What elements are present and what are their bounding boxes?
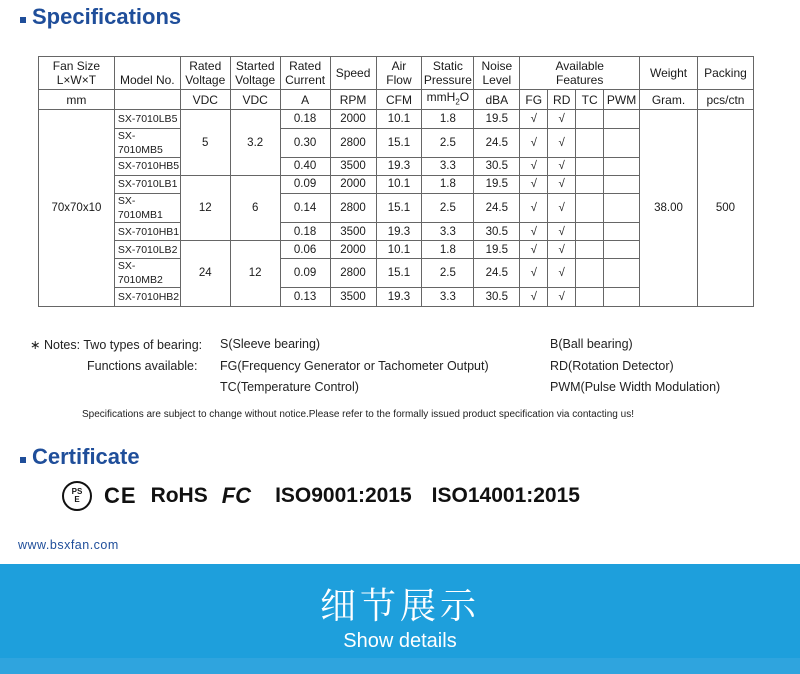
certificate-heading [20, 444, 140, 470]
header-available-features: Available Features [520, 57, 640, 90]
model-cell: SX-7010MB5 [114, 128, 180, 157]
header-model-no: Model No. [114, 57, 180, 90]
air-flow-cell: 19.3 [376, 288, 422, 306]
model-cell: SX-7010HB2 [114, 288, 180, 306]
model-cell: SX-7010LB5 [114, 110, 180, 128]
specifications-table [38, 56, 754, 307]
specifications-title: Specifications [32, 4, 182, 29]
header-packing: Packing [697, 57, 753, 90]
noise-level-cell: 30.5 [474, 288, 520, 306]
banner-bottom-strip [0, 658, 800, 674]
specifications-body [39, 110, 754, 306]
unit-rated-voltage: VDC [180, 90, 230, 110]
air-flow-cell: 10.1 [376, 175, 422, 193]
note-rd: RD(Rotation Detector) [550, 359, 674, 373]
tc-check-cell [576, 128, 604, 157]
static-pressure-cell: 1.8 [422, 175, 474, 193]
units-row [39, 90, 754, 110]
fan-size-cell: 70x70x10 [39, 110, 115, 306]
pwm-check-cell [604, 157, 640, 175]
disclaimer-text: Specifications are subject to change without notice.Please refer to the formally issued product specification via contacting us! [82, 409, 634, 420]
rated-current-cell: 0.30 [280, 128, 330, 157]
header-weight: Weight [640, 57, 698, 90]
air-flow-cell: 10.1 [376, 241, 422, 259]
pwm-check-cell [604, 193, 640, 222]
header-row [39, 57, 754, 90]
started-voltage-cell: 3.2 [230, 110, 280, 175]
header-speed: Speed [330, 57, 376, 90]
model-cell: SX-7010MB2 [114, 259, 180, 288]
rated-current-cell: 0.09 [280, 259, 330, 288]
note-tc: TC(Temperature Control) [220, 380, 359, 394]
rd-check-cell: √ [548, 288, 576, 306]
model-cell: SX-7010LB2 [114, 241, 180, 259]
header-rated-current: Rated Current [280, 57, 330, 90]
pwm-check-cell [604, 259, 640, 288]
banner-title-en: Show details [343, 630, 457, 652]
unit-speed: RPM [330, 90, 376, 110]
fg-check-cell: √ [520, 259, 548, 288]
header-air-flow: Air Flow [376, 57, 422, 90]
notes-star-label: ∗ Notes: Two types of bearing: [30, 338, 203, 352]
model-cell: SX-7010MB1 [114, 193, 180, 222]
tc-check-cell [576, 193, 604, 222]
fg-check-cell: √ [520, 175, 548, 193]
rated-voltage-cell: 12 [180, 175, 230, 240]
static-pressure-cell: 3.3 [422, 288, 474, 306]
rd-check-cell: √ [548, 222, 576, 240]
speed-cell: 3500 [330, 288, 376, 306]
heading-bullet-icon [20, 457, 26, 463]
heading-bullet-icon [20, 17, 26, 23]
rd-check-cell: √ [548, 175, 576, 193]
certificate-logos [62, 478, 600, 514]
model-cell: SX-7010LB1 [114, 175, 180, 193]
unit-tc: TC [576, 90, 604, 110]
unit-model [114, 90, 180, 110]
website-link[interactable]: www.bsxfan.com [18, 538, 119, 552]
pwm-check-cell [604, 222, 640, 240]
air-flow-cell: 15.1 [376, 259, 422, 288]
speed-cell: 2000 [330, 241, 376, 259]
static-pressure-cell: 3.3 [422, 157, 474, 175]
noise-level-cell: 19.5 [474, 110, 520, 128]
tc-check-cell [576, 157, 604, 175]
rated-current-cell: 0.06 [280, 241, 330, 259]
unit-fan-size: mm [39, 90, 115, 110]
static-pressure-cell: 1.8 [422, 110, 474, 128]
fg-check-cell: √ [520, 241, 548, 259]
rated-current-cell: 0.18 [280, 110, 330, 128]
speed-cell: 3500 [330, 222, 376, 240]
note-pwm: PWM(Pulse Width Modulation) [550, 380, 721, 394]
noise-level-cell: 24.5 [474, 193, 520, 222]
notes-star-icon: ∗ [30, 338, 41, 352]
tc-check-cell [576, 175, 604, 193]
noise-level-cell: 24.5 [474, 128, 520, 157]
note-ball-bearing: B(Ball bearing) [550, 337, 633, 351]
unit-rd: RD [548, 90, 576, 110]
certificate-title: Certificate [32, 444, 140, 469]
note-sleeve-bearing: S(Sleeve bearing) [220, 337, 321, 351]
table-row [39, 110, 754, 128]
tc-check-cell [576, 241, 604, 259]
pwm-check-cell [604, 288, 640, 306]
header-fan-size: Fan Size L×W×T [39, 57, 115, 90]
unit-rated-current: A [280, 90, 330, 110]
unit-static-pressure: mmH$_2$O [422, 90, 474, 110]
rd-check-cell: √ [548, 157, 576, 175]
unit-started-voltage: VDC [230, 90, 280, 110]
fc-logo-icon: FC [221, 483, 252, 508]
speed-cell: 2800 [330, 193, 376, 222]
air-flow-cell: 15.1 [376, 128, 422, 157]
tc-check-cell [576, 288, 604, 306]
rd-check-cell: √ [548, 259, 576, 288]
rated-current-cell: 0.13 [280, 288, 330, 306]
speed-cell: 2000 [330, 175, 376, 193]
air-flow-cell: 15.1 [376, 193, 422, 222]
pse-logo-icon: PS E [62, 481, 92, 511]
pwm-check-cell [604, 175, 640, 193]
fg-check-cell: √ [520, 193, 548, 222]
iso14001-label: ISO14001:2015 [431, 484, 580, 507]
unit-pwm: PWM [604, 90, 640, 110]
speed-cell: 2800 [330, 259, 376, 288]
rated-voltage-cell: 5 [180, 110, 230, 175]
started-voltage-cell: 6 [230, 175, 280, 240]
air-flow-cell: 19.3 [376, 222, 422, 240]
note-fg: FG(Frequency Generator or Tachometer Output) [220, 359, 489, 373]
started-voltage-cell: 12 [230, 241, 280, 306]
fg-check-cell: √ [520, 128, 548, 157]
fg-check-cell: √ [520, 222, 548, 240]
header-static-pressure: Static Pressure [422, 57, 474, 90]
header-noise-level: Noise Level [474, 57, 520, 90]
noise-level-cell: 19.5 [474, 241, 520, 259]
packing-cell: 500 [697, 110, 753, 306]
rated-current-cell: 0.14 [280, 193, 330, 222]
static-pressure-cell: 1.8 [422, 241, 474, 259]
rohs-logo-icon: RoHS [150, 484, 208, 507]
unit-air-flow: CFM [376, 90, 422, 110]
rated-current-cell: 0.09 [280, 175, 330, 193]
rated-current-cell: 0.40 [280, 157, 330, 175]
static-pressure-cell: 3.3 [422, 222, 474, 240]
notes-functions-label: Functions available: [87, 359, 198, 373]
static-pressure-cell: 2.5 [422, 128, 474, 157]
banner-title-cn: 细节展示 [319, 586, 480, 627]
rd-check-cell: √ [548, 241, 576, 259]
speed-cell: 2000 [330, 110, 376, 128]
noise-level-cell: 30.5 [474, 222, 520, 240]
tc-check-cell [576, 259, 604, 288]
noise-level-cell: 19.5 [474, 175, 520, 193]
header-started-voltage: Started Voltage [230, 57, 280, 90]
pwm-check-cell [604, 110, 640, 128]
ce-logo-icon: CE [104, 483, 137, 508]
speed-cell: 2800 [330, 128, 376, 157]
model-cell: SX-7010HB5 [114, 157, 180, 175]
air-flow-cell: 19.3 [376, 157, 422, 175]
fg-check-cell: √ [520, 288, 548, 306]
rd-check-cell: √ [548, 128, 576, 157]
iso9001-label: ISO9001:2015 [275, 484, 412, 507]
pwm-check-cell [604, 241, 640, 259]
unit-fg: FG [520, 90, 548, 110]
weight-cell: 38.00 [640, 110, 698, 306]
rd-check-cell: √ [548, 110, 576, 128]
air-flow-cell: 10.1 [376, 110, 422, 128]
specifications-heading [20, 4, 181, 30]
rd-check-cell: √ [548, 193, 576, 222]
static-pressure-cell: 2.5 [422, 193, 474, 222]
rated-voltage-cell: 24 [180, 241, 230, 306]
unit-weight: Gram. [640, 90, 698, 110]
fg-check-cell: √ [520, 157, 548, 175]
fg-check-cell: √ [520, 110, 548, 128]
noise-level-cell: 24.5 [474, 259, 520, 288]
pwm-check-cell [604, 128, 640, 157]
model-cell: SX-7010HB1 [114, 222, 180, 240]
rated-current-cell: 0.18 [280, 222, 330, 240]
unit-noise-level: dBA [474, 90, 520, 110]
tc-check-cell [576, 110, 604, 128]
static-pressure-cell: 2.5 [422, 259, 474, 288]
speed-cell: 3500 [330, 157, 376, 175]
noise-level-cell: 30.5 [474, 157, 520, 175]
show-details-banner [0, 564, 800, 674]
header-rated-voltage: Rated Voltage [180, 57, 230, 90]
tc-check-cell [576, 222, 604, 240]
unit-packing: pcs/ctn [697, 90, 753, 110]
